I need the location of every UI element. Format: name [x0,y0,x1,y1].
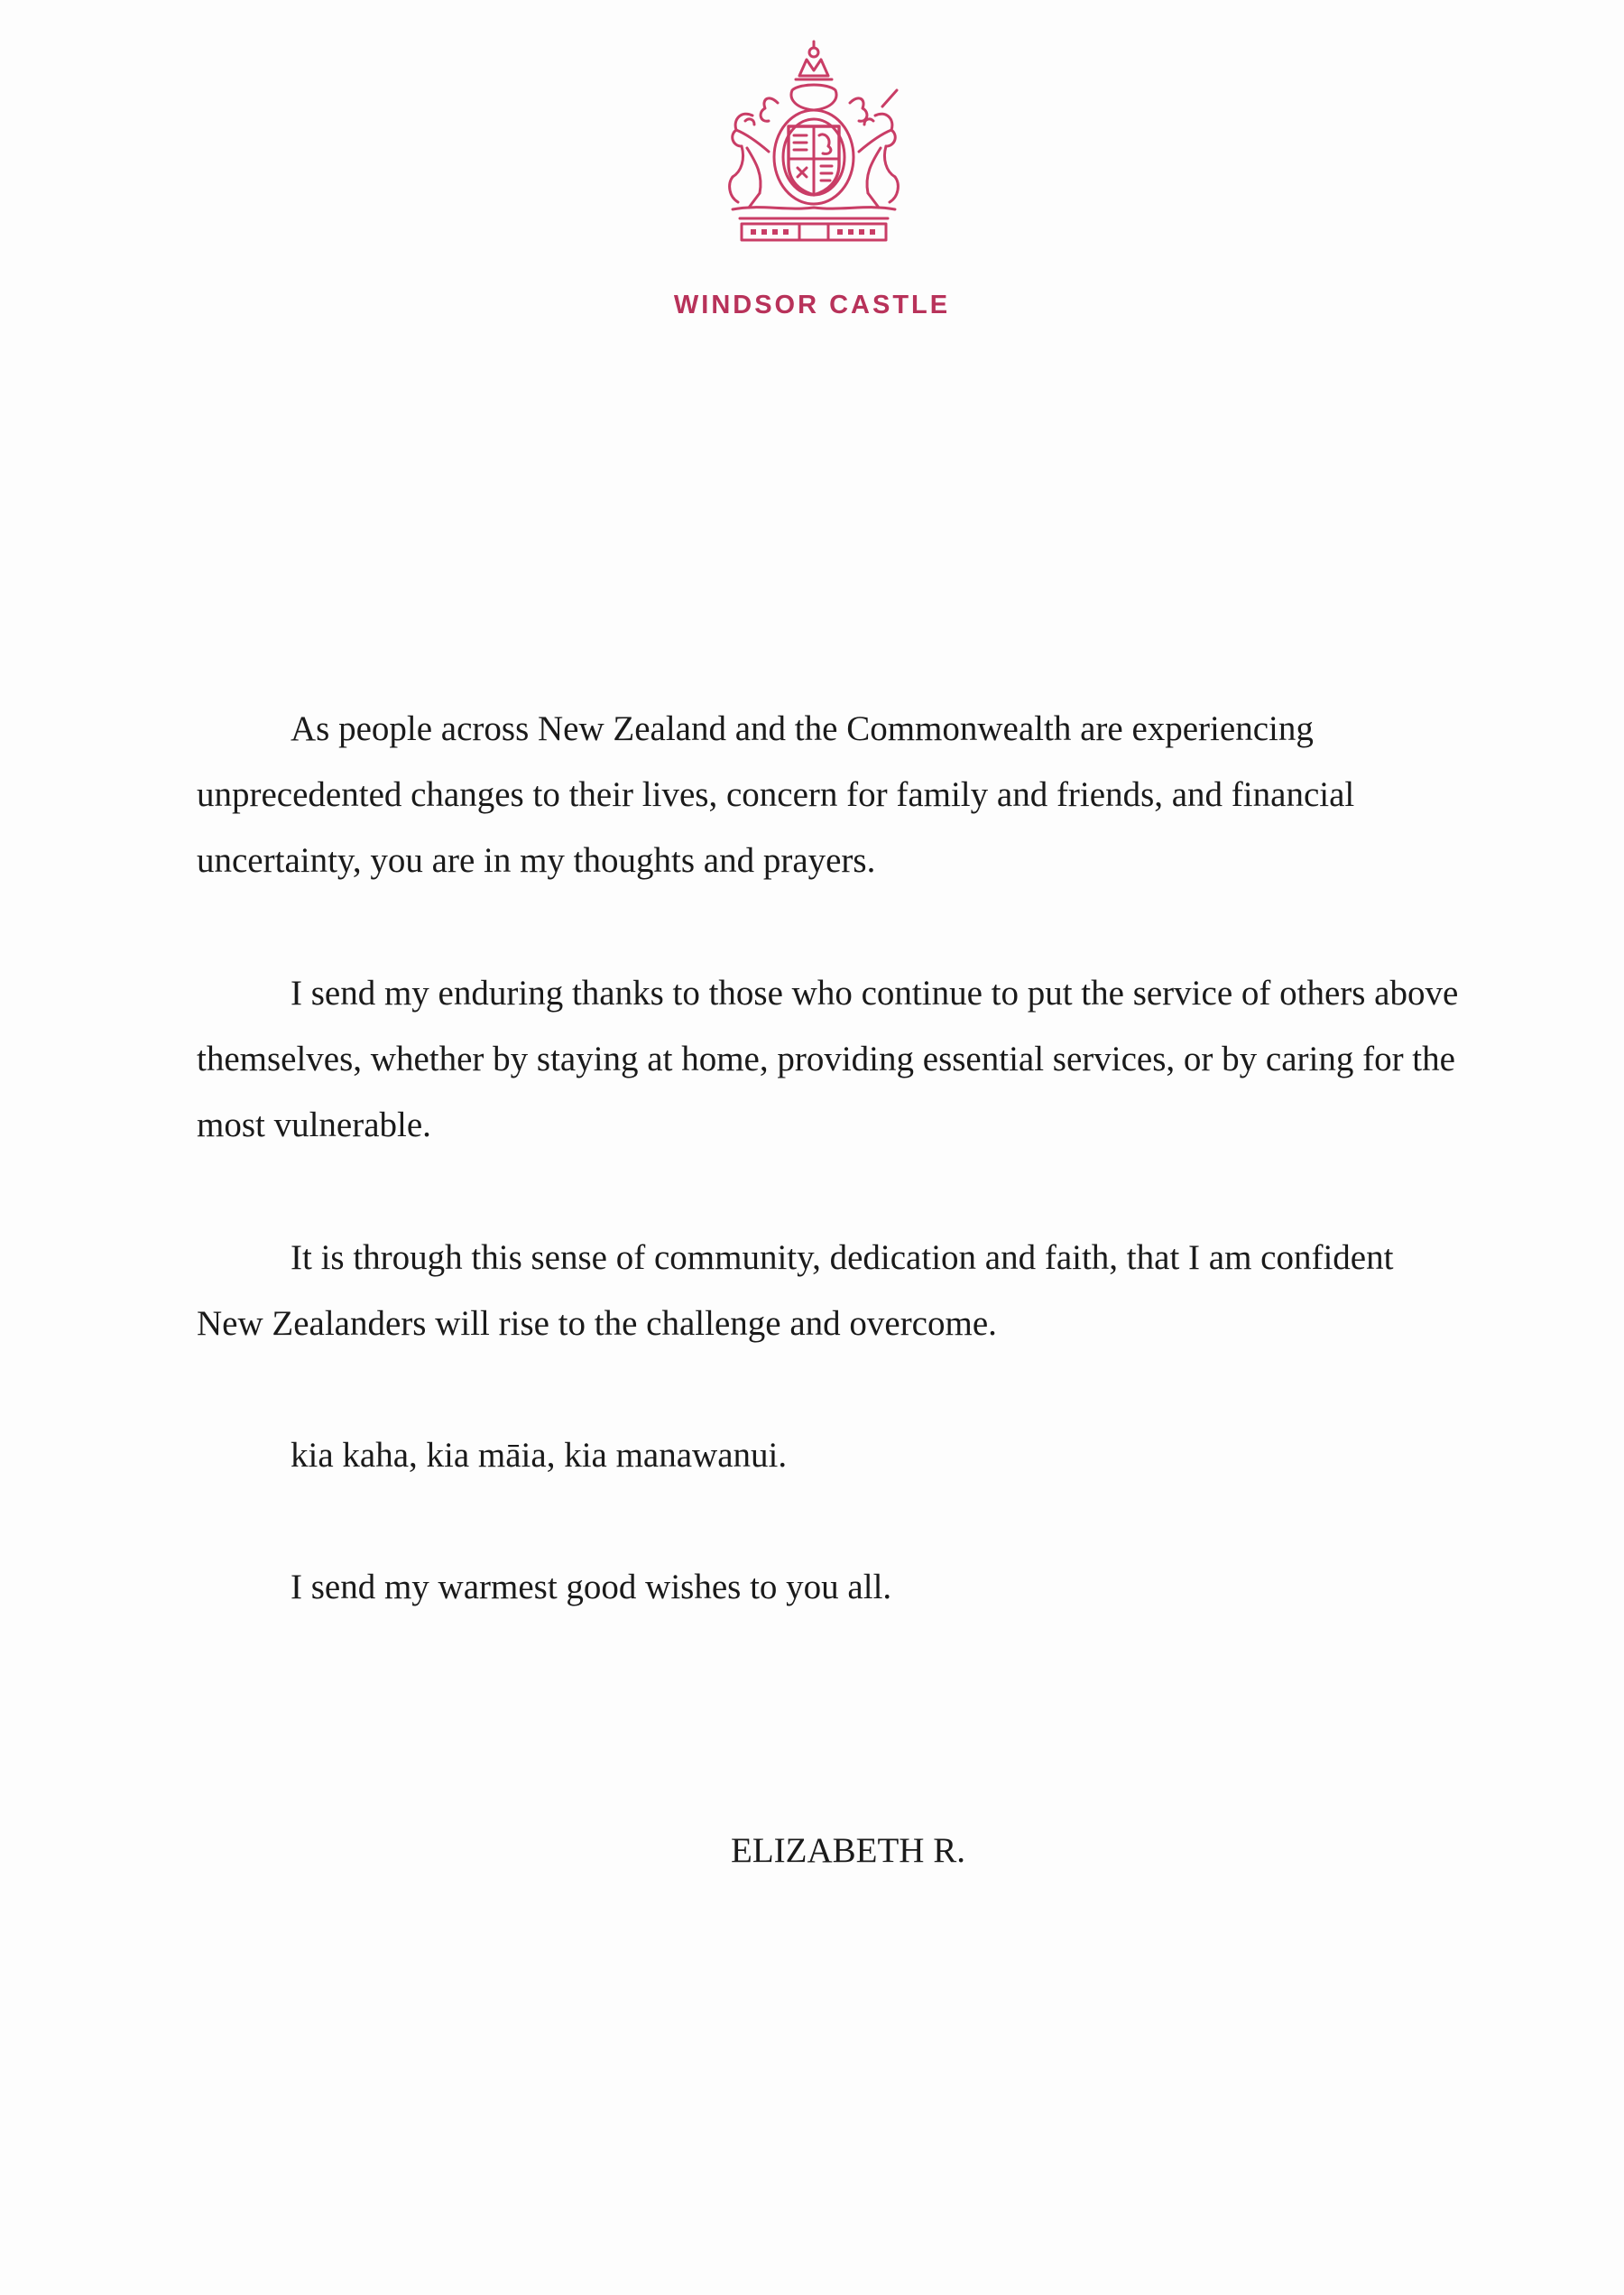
letter-paragraph: As people across New Zealand and the Commonwealth are experiencing unprecedented changes to their lives, concern for family and friends, and financial uncertainty, you are in my thoughts and prayers. [197,709,1355,880]
signature: ELIZABETH R. [731,1831,965,1870]
letter-paragraph: kia kaha, kia māia, kia manawanui. [291,1436,788,1475]
letterhead-address: WINDSOR CASTLE [673,291,951,319]
letter-paragraph: I send my enduring thanks to those who continue to put the service of others above themselves, whether by staying at home, providing essential services, or by caring for the most vulnerable. [197,974,1459,1144]
letter-paragraph: It is through this sense of community, dedication and faith, that I am confident New Zealanders will rise to the challenge and overcome. [197,1238,1394,1343]
royal-coat-of-arms-icon [706,40,922,244]
letter-paragraph: I send my warmest good wishes to you all. [291,1568,892,1606]
